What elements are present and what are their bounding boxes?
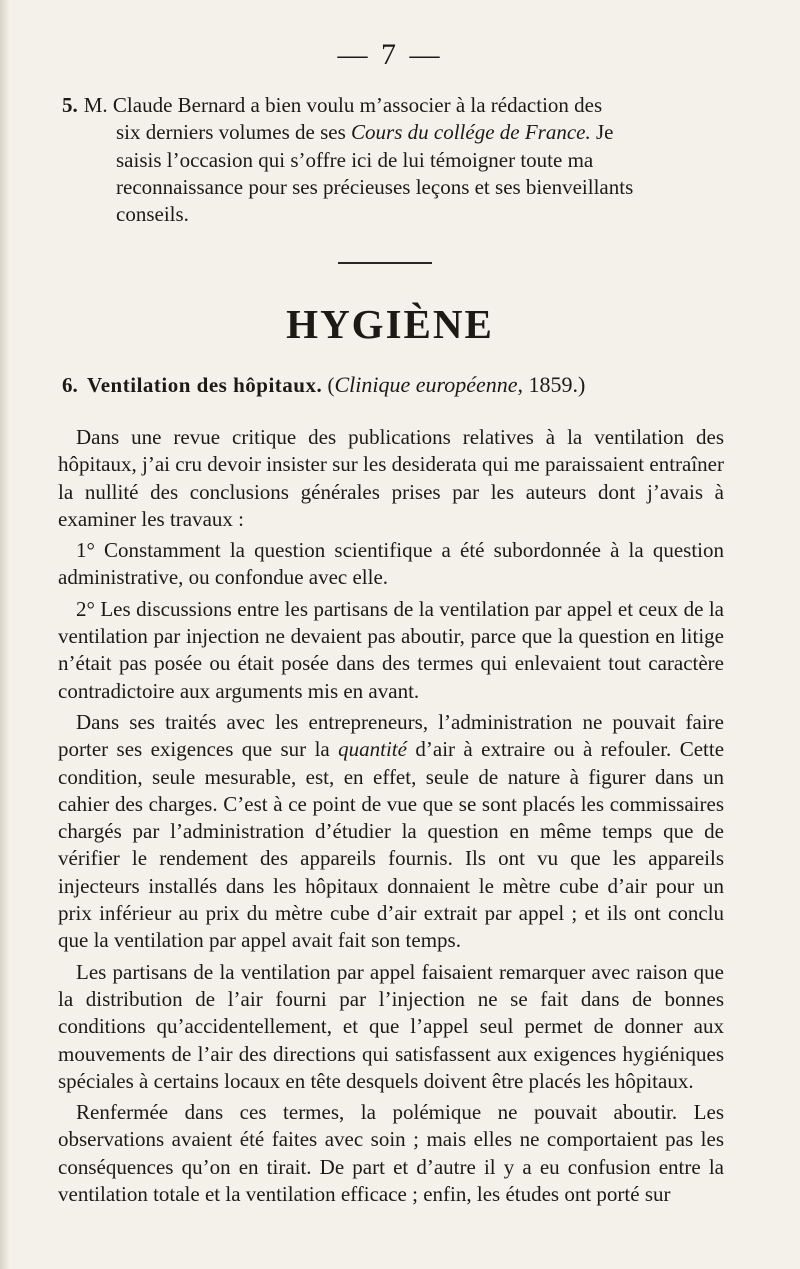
paragraph-4-end: d’air à extraire ou à refouler. Cette condition, seule mesurable, est, en effet, seule de nature à figurer dans un cahier des charges. C’est à ce point de vue que se sont placés les commissaires chargés par l’administration d’étudier la question en même temps que de vérifier le rendement des appareils fournis. Ils ont vu que les appareils injecteurs installés dans les hôpitaux donnaient le mètre cube d’air pour un prix inférieur au prix du mètre cube d’air extrait par appel ; et ils ont conclu que la ventilation par appel avait fait son temps. [58,737,725,953]
paragraph-4-start: Dans ses traités avec les entrepreneurs, l’administration ne pouvait faire porter ses exigences que sur la [58,709,724,762]
footnote-line-2 [62,119,724,146]
footnote-line-5: conseils. [116,202,189,227]
paragraph-5: Les partisans de la ventilation par appel faisaient remarquer avec raison que la distribution de l’air fourni par l’injection ne se fait dans de bonnes conditions qu’accidentellement, et que l’appel seul permet de donner aux mouvements de l’air des directions qui satisfassent aux exigences hygiéniques spéciales à certains locaux en tête desquels doivent être placés les hôpitaux. [58,959,724,1093]
paragraph-3: 2° Les discussions entre les partisans de la ventilation par appel et ceux de la ventilation par injection ne devaient pas aboutir, parce que la question en litige n’était pas posée ou était posée dans des termes qui enlevaient tout caractère contradictoire aux arguments mis en avant. [58,596,724,703]
entry-heading [62,372,762,398]
footnote-line-4: reconnaissance pour ses précieuses leçons et ses bienveillants [116,174,634,199]
footnote-text-3: Je [596,120,614,145]
entry-source: Clinique européenne [334,372,518,397]
page-number: — 7 — [337,38,443,71]
paragraph-2: 1° Constamment la question scientifique a été subordonnée à la question administrative, ou confondue avec elle. [58,538,724,590]
section-title: HYGIÈNE [286,301,494,347]
paragraph-4 [58,709,724,955]
paragraph-4-emphasis: quantité [338,737,407,762]
footnote-line-3: saisis l’occasion qui s’offre ici de lui témoigner toute ma [116,147,594,172]
entry-title: Ventilation des hôpitaux. [87,373,323,397]
entry-year: , 1859.) [517,372,586,397]
entry-source-open: ( [327,373,335,397]
footnote-citation: Cours du collége de France. [351,120,591,145]
page-edge-shadow [0,0,10,1269]
paragraph-1: Dans une revue critique des publications relatives à la ventilation des hôpitaux, j’ai cru devoir insister sur les desiderata qui me paraissaient entraîner la nullité des conclusions générales prises par les auteurs dont j’avais à examiner les travaux : [58,425,724,531]
footnote-number: 5. [62,93,78,117]
separator-rule [338,262,432,264]
footnote [62,92,724,228]
body-text [58,424,724,1212]
footnote-text-1: M. Claude Bernard a bien voulu m’associer à la rédaction des [83,93,603,117]
footnote-text-2: six derniers volumes de ses [116,120,346,145]
paragraph-6: Renfermée dans ces termes, la polémique ne pouvait aboutir. Les observations avaient été faites avec soin ; mais elles ne comportaient pas les conséquences qu’on en tirait. De part et d’autre il y a eu confusion entre la ventilation totale et la ventilation efficace ; enfin, les études ont porté sur [58,1100,724,1207]
footnote-line-1 [62,92,724,119]
entry-number: 6. [62,373,78,397]
